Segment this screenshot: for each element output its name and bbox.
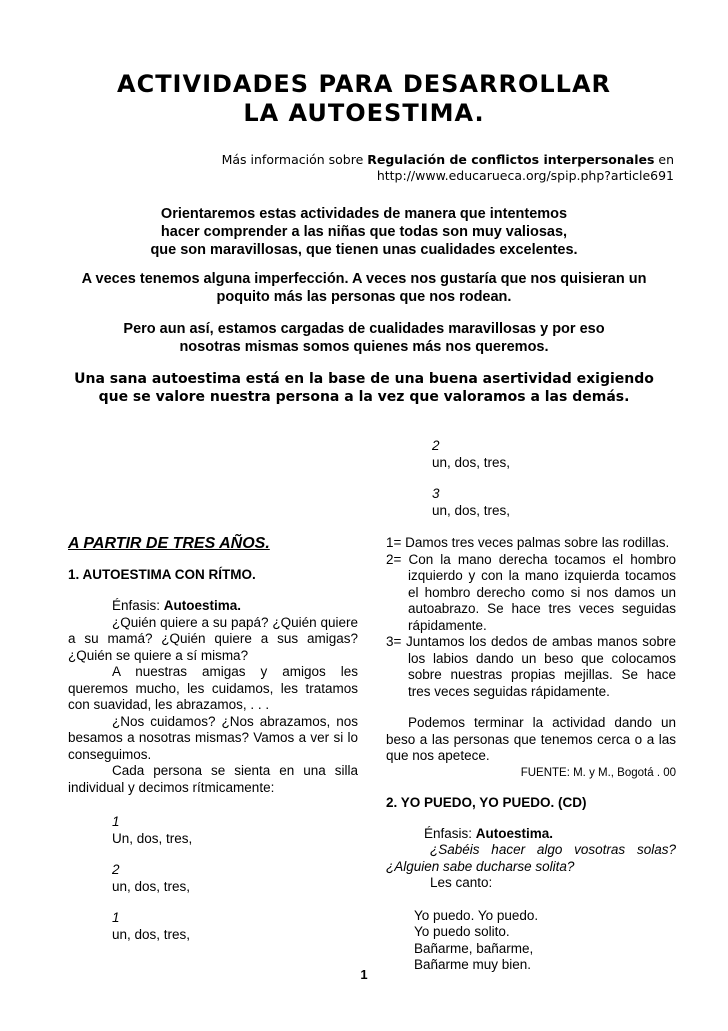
- page-title: [0, 70, 728, 128]
- enfasis-label: Énfasis:: [424, 825, 476, 841]
- section-heading: A PARTIR DE TRES AÑOS.: [68, 535, 270, 552]
- title-line-2: LA AUTOESTIMA.: [243, 99, 485, 127]
- more-info-suffix: en: [654, 152, 674, 167]
- source-citation: FUENTE: M. y M., Bogotá . 00: [520, 766, 676, 779]
- enfasis-label: Énfasis:: [112, 598, 164, 613]
- activity-2-enfasis: [386, 826, 676, 843]
- activity-1-paragraph: Cada persona se sienta en una silla individual y decimos rítmicamente:: [68, 763, 358, 795]
- song-line: Yo puedo solito.: [414, 924, 510, 939]
- activity-1-paragraph: ¿Quién quiere a su papá? ¿Quién quiere a su mamá? ¿Quién quiere a sus amigas? ¿Quién se quiere a sí misma?: [68, 614, 358, 663]
- intro-line: Una sana autoestima está en la base de una buena asertividad exigiendo: [74, 371, 654, 387]
- rhythm-number: 2: [112, 862, 120, 877]
- more-info-url[interactable]: http://www.educarueca.org/spip.php?article691: [376, 168, 674, 183]
- step-item: 3= Juntamos los dedos de ambas manos sobre los labios dando un beso que colocamos sobre nuestras propias mejillas. Se hace tres veces seguidas rápidamente.: [386, 634, 676, 699]
- song-line: Yo puedo. Yo puedo.: [414, 907, 539, 923]
- rhythm-number: 3: [432, 486, 440, 501]
- rhythm-list: [68, 814, 358, 943]
- activity-1-paragraph: ¿Nos cuidamos? ¿Nos abrazamos, nos besamos a nosotras mismas? Vamos a ver si lo conseguimos.: [68, 713, 358, 762]
- activity-1-title: 1. AUTOESTIMA CON RÍTMO.: [68, 566, 256, 582]
- activity-1-paragraph: A nuestras amigas y amigos les queremos mucho, les cuidamos, les tratamos con suavidad, les abrazamos, . . .: [68, 664, 358, 712]
- page-number: 1: [360, 967, 368, 982]
- intro-paragraph-4: [0, 370, 728, 406]
- more-info-topic[interactable]: Regulación de conflictos interpersonales: [367, 152, 655, 167]
- intro-line: poquito más las personas que nos rodean.: [216, 289, 512, 305]
- enfasis-value: Autoestima.: [163, 598, 242, 613]
- steps-list: [386, 535, 676, 700]
- rhythm-words: un, dos, tres,: [432, 502, 511, 518]
- intro-paragraph-3: [0, 320, 728, 356]
- left-column: [68, 536, 358, 943]
- more-info: [154, 152, 674, 184]
- intro-line: que son maravillosas, que tienen unas cualidades excelentes.: [150, 242, 578, 258]
- title-line-1: ACTIVIDADES PARA DESARROLLAR: [117, 70, 611, 98]
- song-lyrics: [386, 908, 676, 974]
- intro-line: hacer comprender a las niñas que todas son muy valiosas,: [160, 224, 568, 240]
- rhythm-number: 1: [112, 814, 120, 829]
- enfasis-value: Autoestima.: [475, 825, 554, 841]
- intro-paragraph-2: [0, 270, 728, 306]
- rhythm-number: 2: [432, 438, 440, 453]
- rhythm-number: 1: [112, 910, 120, 925]
- intro-line: Orientaremos estas actividades de manera que intentemos: [160, 206, 568, 222]
- right-column: [386, 438, 676, 974]
- activity-1-enfasis: [68, 598, 358, 615]
- rhythm-words: un, dos, tres,: [112, 926, 191, 942]
- rhythm-words: un, dos, tres,: [112, 878, 191, 894]
- closing-paragraph: Podemos terminar la actividad dando un beso a las personas que tenemos cerca o a las que nos apetece.: [386, 715, 676, 763]
- step-item: 2= Con la mano derecha tocamos el hombro izquierdo y con la mano izquierda tocamos el hombro derecho como si nos damos un autoabrazo. Se hace tres veces seguidas rápidamente.: [386, 551, 676, 633]
- intro-line: Pero aun así, estamos cargadas de cualidades maravillosas y por eso: [123, 321, 605, 337]
- intro-line: A veces tenemos alguna imperfección. A veces nos gustaría que nos quisieran un: [81, 271, 647, 287]
- song-line: Bañarme, bañarme,: [414, 940, 534, 956]
- rhythm-words: un, dos, tres,: [432, 454, 511, 470]
- intro-paragraph-1: [0, 205, 728, 259]
- intro-line: nosotras mismas somos quienes más nos queremos.: [179, 339, 549, 355]
- rhythm-list: [386, 438, 676, 519]
- step-item: 1= Damos tres veces palmas sobre las rodillas.: [386, 535, 670, 550]
- song-line: Bañarme muy bien.: [414, 957, 532, 972]
- intro-line: que se valore nuestra persona a la vez que valoramos a las demás.: [98, 389, 630, 405]
- activity-2-question: ¿Sabéis hacer algo vosotras solas? ¿Alguien sabe ducharse solita?: [386, 842, 676, 874]
- more-info-prefix: Más información sobre: [221, 152, 368, 167]
- activity-2-canto: Les canto:: [430, 875, 493, 890]
- rhythm-words: Un, dos, tres,: [112, 830, 193, 846]
- activity-2-title: 2. YO PUEDO, YO PUEDO. (CD): [386, 795, 587, 810]
